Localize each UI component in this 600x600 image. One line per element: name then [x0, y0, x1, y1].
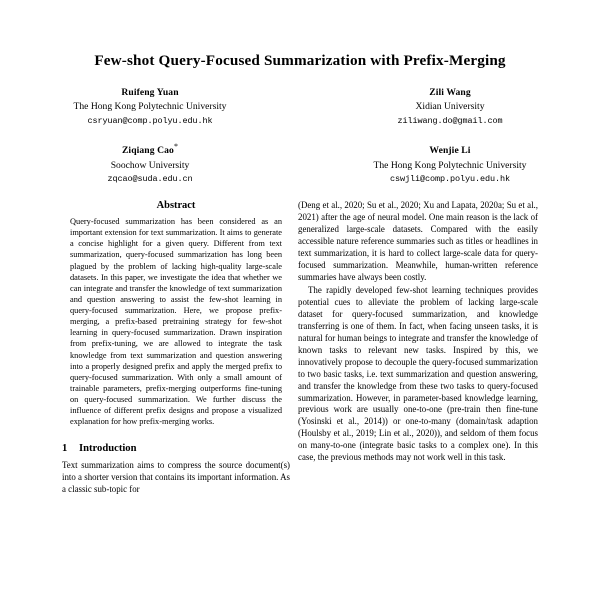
- author-footnote-marker: *: [173, 142, 179, 152]
- author-row: [0, 84, 600, 127]
- author-name: [0, 84, 300, 100]
- paragraph: The rapidly developed few-shot learning techniques provides potential cues to alleviate the problem of lacking large-scale dataset for query-focused summarization, and knowledge transferring is one of them. In fact, when facing unseen tasks, it is natural for human beings to integrate and transfer the knowledge of known tasks to relevant new tasks. Inspired by this, we innovatively propose to decouple the query-focused summarization to two basic tasks, i.e. text summarization and question answering, and transfer the knowledge from these two tasks to query-focused summarization. However, in parameter-based knowledge learning, previous work are usually one-to-one (pre-train then fine-tune (Yosinski et al., 2014)) or one-to-many (domain/task adaption (Houlsby et al., 2019; Lin et al., 2020)), and seldom of them focus on many-to-one (integrate basic tasks to a complex one). In this case, the previous methods may not work well in this task.: [298, 284, 538, 463]
- abstract-heading: Abstract: [156, 200, 196, 211]
- paragraph: Text summarization aims to compress the source document(s) into a shorter version that contains its important information. As a classic sub-topic for: [62, 460, 290, 495]
- page-title: Few-shot Query-Focused Summarization with Prefix-Merging: [94, 52, 506, 69]
- author-email[interactable]: ziliwang.do@gmail.com: [397, 116, 503, 127]
- author-email[interactable]: cswjli@comp.polyu.edu.hk: [389, 174, 511, 185]
- author-email[interactable]: csryuan@comp.polyu.edu.hk: [87, 116, 213, 127]
- right-column: [298, 200, 538, 496]
- author-entry: [300, 142, 600, 185]
- abstract-text: Query-focused summarization has been considered as an important extension for text summarization. It aims to generate a concise highlight for a given query. Different from text summarization, query-focused summarization has long been plagued by the problem of lacking high-quality large-scale datasets. In this paper, we investigate the idea that whether we can integrate and transfer the knowledge of text summarization and question answering to assist the few-shot learning in query-focused summarization. Here, we propose prefix-merging, a prefix-based pretraining strategy for few-shot learning in query-focused summarization. Drawn inspiration from prefix-tuning, we are allowed to integrate the task knowledge from text summarization and question answering into a properly designed prefix and apply the merged prefix to query-focused summarization. With only a small amount of trainable parameters, prefix-merging outperforms fine-tuning on query-focused summarization. We further discuss the influence of different prefix designs and propose a visualized explanation for how prefix-merging works.: [70, 217, 282, 427]
- section-number: 1: [62, 443, 68, 455]
- section-heading-introduction: [62, 443, 290, 454]
- author-name-text: Ruifeng Yuan: [121, 87, 179, 99]
- author-affiliation: Soochow University: [110, 159, 190, 171]
- paragraph: (Deng et al., 2020; Su et al., 2020; Xu and Lapata, 2020a; Su et al., 2021) after the age of neural model. One main reason is the lack of generalized large-scale datasets. Compared with the easily accessible nature reference summaries such as titles or headlines in text summarization, it is hard to collect large-scale data for query-focused summarization. Meanwhile, human-written reference summaries have always been costly.: [298, 200, 538, 282]
- author-name-text: Wenjie Li: [429, 145, 471, 157]
- author-entry: [0, 142, 300, 185]
- left-column: [62, 200, 290, 496]
- abstract-body: [62, 216, 290, 427]
- author-email[interactable]: zqcao@suda.edu.cn: [107, 174, 193, 185]
- body-columns: [0, 200, 600, 496]
- author-block: [0, 84, 600, 186]
- title-block: [0, 0, 600, 70]
- author-row: [0, 142, 600, 185]
- author-affiliation: The Hong Kong Polytechnic University: [373, 159, 527, 171]
- author-name: [300, 142, 600, 158]
- author-entry: [0, 84, 300, 127]
- author-name-text: Ziqiang Cao: [121, 145, 174, 157]
- author-entry: [300, 84, 600, 127]
- author-name: [0, 142, 300, 158]
- section-title: Introduction: [79, 443, 137, 455]
- author-name: [300, 84, 600, 100]
- author-name-text: Zili Wang: [429, 87, 471, 99]
- author-affiliation: The Hong Kong Polytechnic University: [73, 101, 227, 113]
- author-affiliation: Xidian University: [415, 101, 485, 113]
